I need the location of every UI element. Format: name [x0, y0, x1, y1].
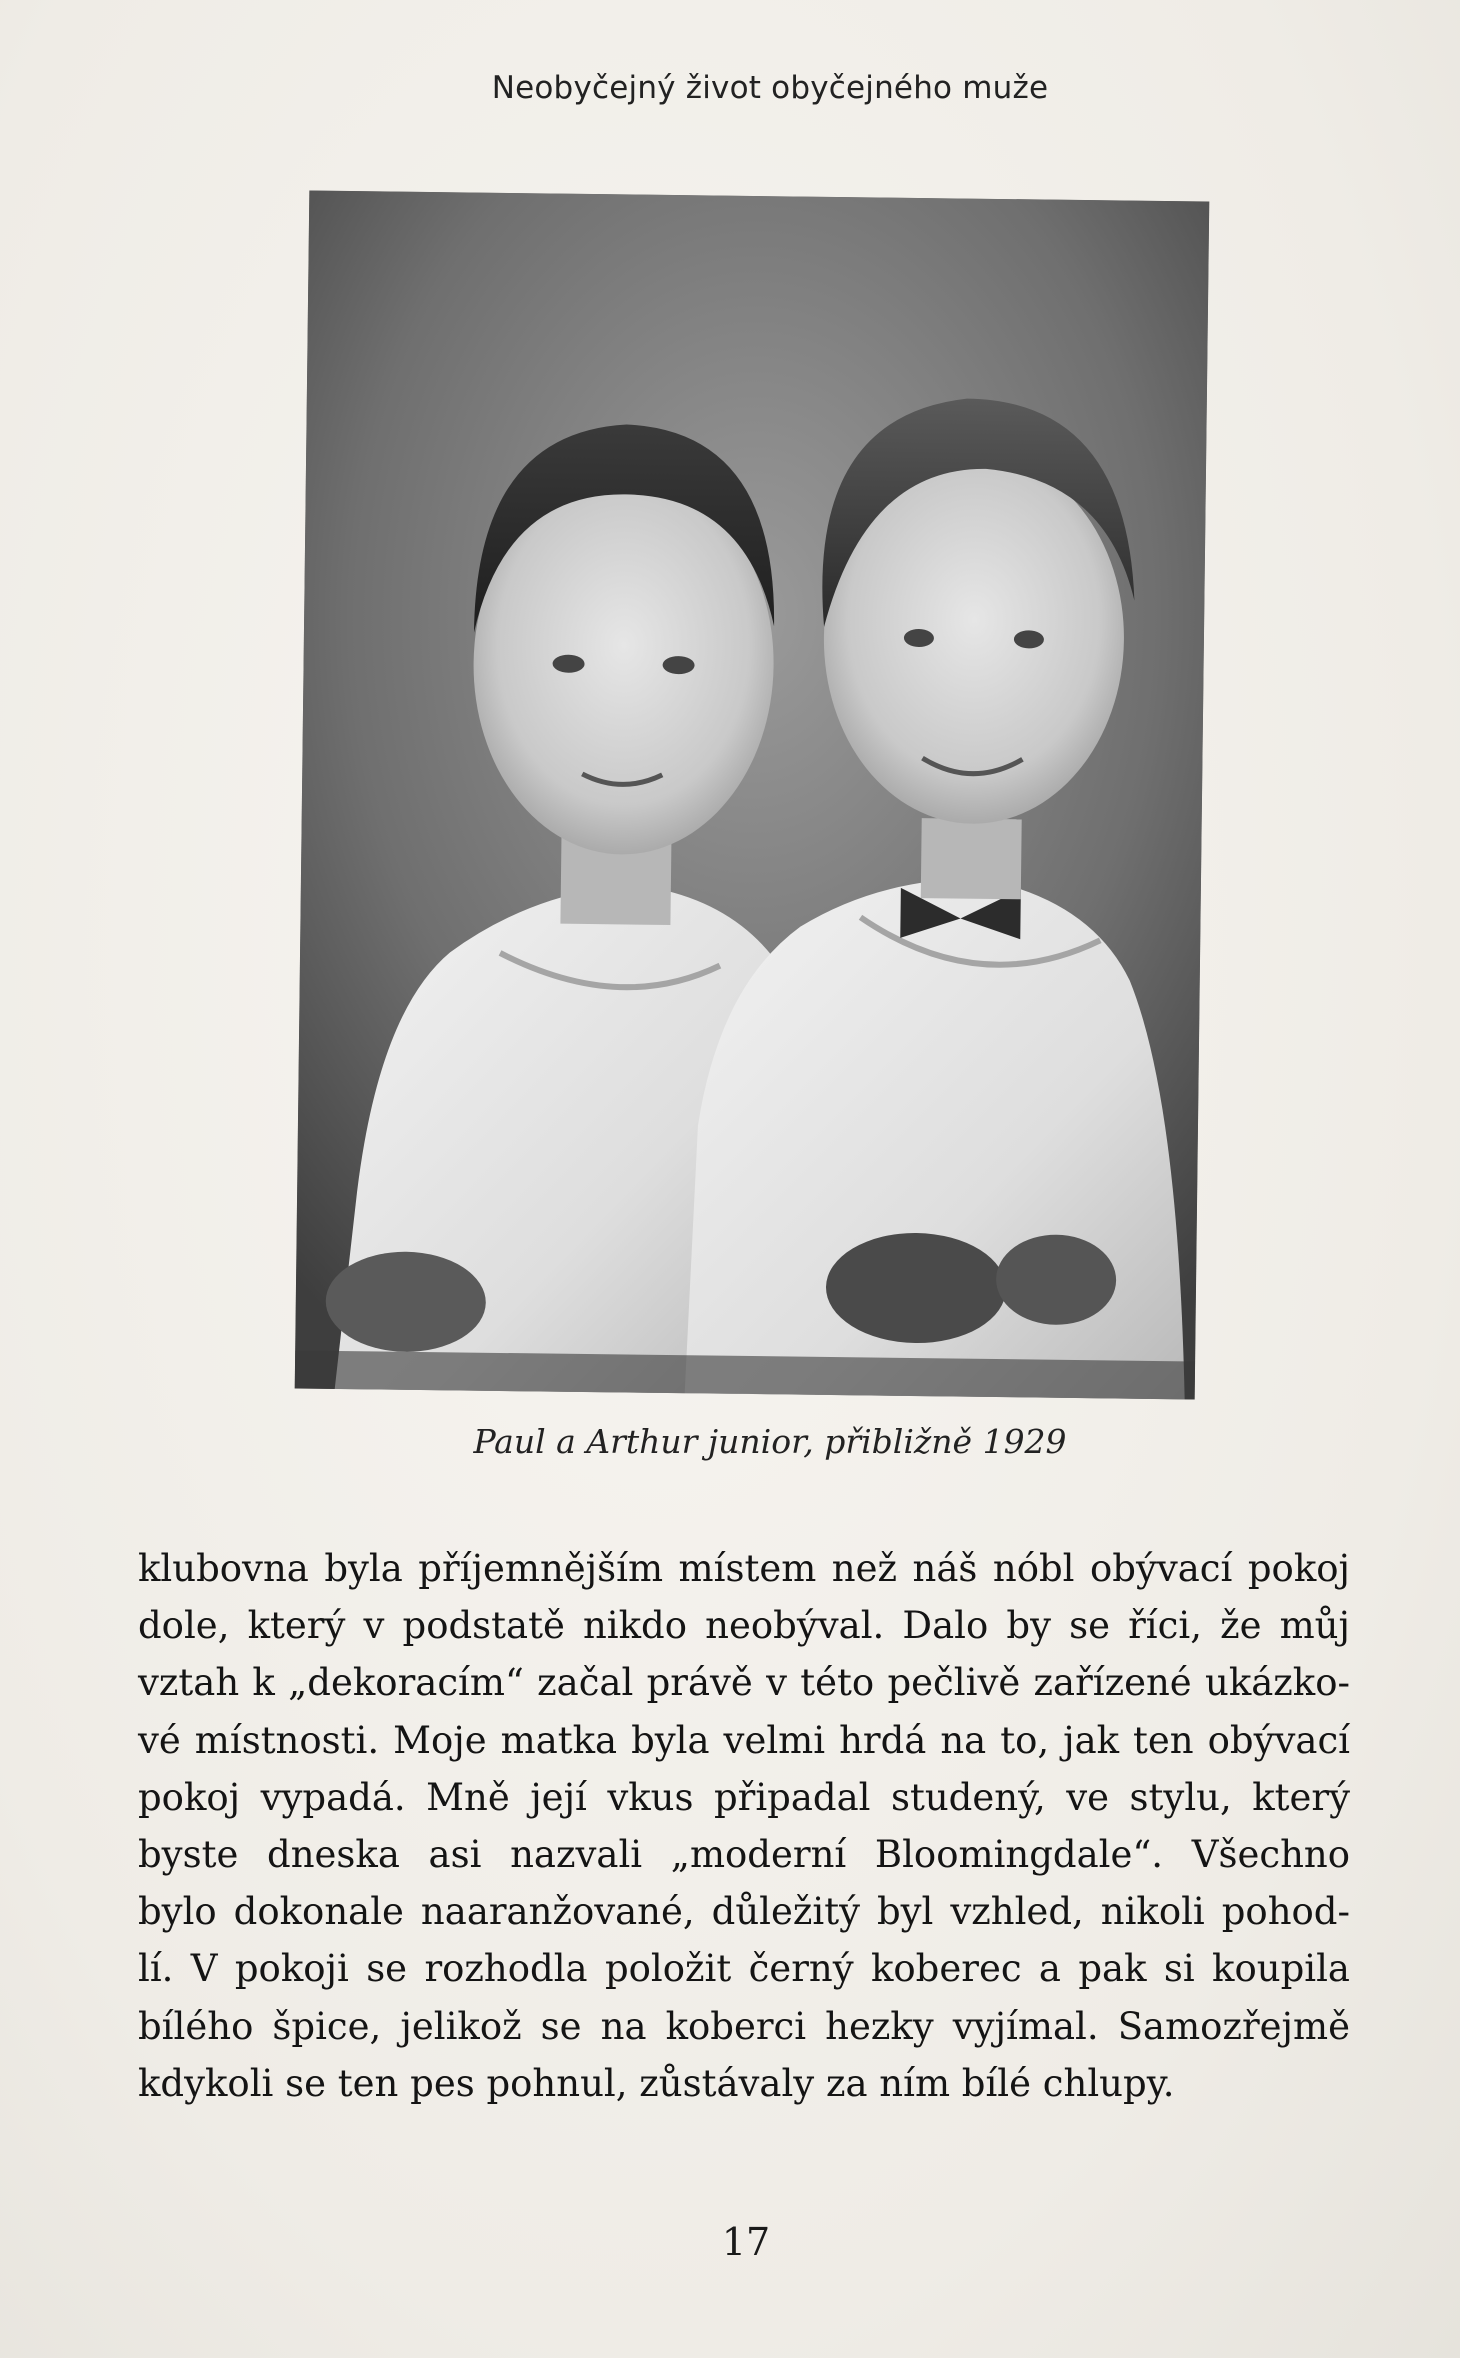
photo-image: [295, 191, 1210, 1400]
text-line: bylo dokonale naaranžované, důležitý byl vzhled, nikoli pohod-: [138, 1890, 1350, 1934]
text-line: vztah k „dekoracím“ začal právě v této pečlivě zařízené ukázko-: [138, 1661, 1350, 1705]
photo-caption: Paul a Arthur junior, přibližně 1929: [473, 1422, 1067, 1461]
photo-two-boys: [295, 191, 1210, 1400]
body-paragraph: [138, 1540, 1350, 2112]
text-line: kdykoli se ten pes pohnul, zůstávaly za ním bílé chlupy.: [138, 2061, 1175, 2105]
running-head: Neobyčejný život obyčejného muže: [491, 70, 1049, 106]
text-line: pokoj vypadá. Mně její vkus připadal studený, ve stylu, který: [138, 1775, 1350, 1819]
text-line: bílého špice, jelikož se na koberci hezky vyjímal. Samozřejmě: [138, 2004, 1350, 2048]
text-line: byste dneska asi nazvali „moderní Bloomingdale“. Všechno: [138, 1833, 1350, 1877]
page-number: 17: [721, 2220, 771, 2264]
text-line: dole, který v podstatě nikdo neobýval. Dalo by se říci, že můj: [138, 1604, 1350, 1648]
text-line: lí. V pokoji se rozhodla položit černý koberec a pak si koupila: [138, 1947, 1350, 1991]
text-line: vé místnosti. Moje matka byla velmi hrdá na to, jak ten obývací: [138, 1718, 1350, 1762]
text-line: klubovna byla příjemnějším místem než náš nóbl obývací pokoj: [138, 1547, 1350, 1590]
